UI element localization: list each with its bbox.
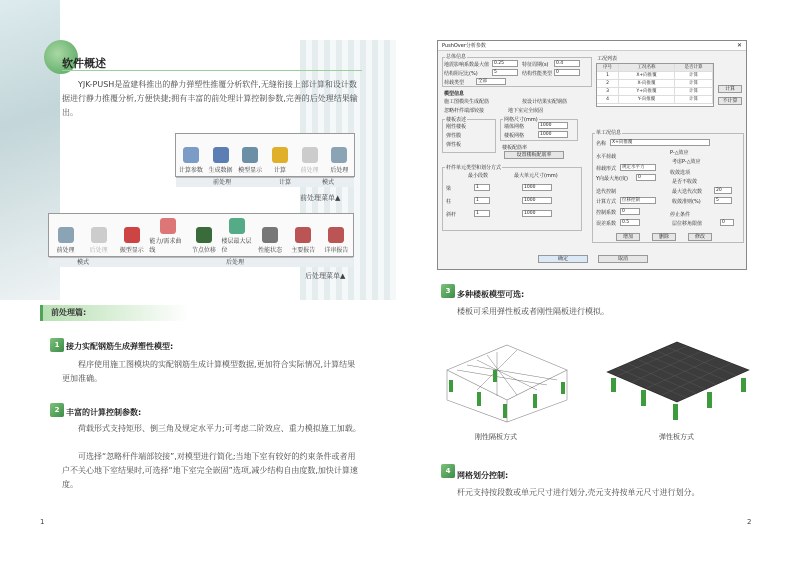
left-page <box>0 0 396 561</box>
input-brace-count[interactable]: 1 <box>474 210 490 217</box>
preprocess-toolbar <box>175 133 355 177</box>
input-brace-size[interactable]: 1000 <box>522 210 552 217</box>
item2-text1: 荷载形式支持矩形、倒三角及规定水平力;可考虑二阶效应、重力模拟施工加载。 <box>78 424 361 433</box>
close-icon[interactable]: ✕ <box>736 42 742 49</box>
tool2-story-drift[interactable]: 楼层最大层位 <box>220 214 253 256</box>
select-load[interactable]: 全部 <box>476 78 506 85</box>
item1-title: 接力实配钢筋生成弹塑性模型: <box>66 342 174 351</box>
item3-text: 楼板可采用弹性板或者刚性隔板进行模拟。 <box>457 307 609 316</box>
group-conv-label: 收敛选项 <box>670 170 691 176</box>
tool-preprocess[interactable]: 前处理 <box>295 134 325 176</box>
pushover-dialog <box>437 40 747 270</box>
table-row[interactable]: 2 X-向推覆 计算 <box>597 80 713 88</box>
checkbox-ignore-hinge[interactable]: 忽略杆件端部铰接 <box>444 108 485 114</box>
group-case-label: 单工况信息 <box>596 130 622 136</box>
caption-postprocess-menu: 后处理菜单▲ <box>305 272 346 280</box>
no-calc-button[interactable]: 不计算 <box>718 97 742 105</box>
select-load-mode[interactable]: 规定水平力 <box>620 164 656 171</box>
input-direction[interactable]: 0 <box>636 174 656 181</box>
page-number: 2 <box>747 518 752 526</box>
calc-button[interactable]: 计算 <box>718 85 742 93</box>
title-divider <box>62 70 362 71</box>
elastic-slab-model-image <box>597 330 757 425</box>
select-factor[interactable]: 0 <box>554 69 580 76</box>
label-damping: 结构阻尼比(%) <box>444 71 478 77</box>
label-direction: Y向最大角(度) <box>596 176 628 182</box>
label-iter: 最大迭代次数 <box>672 189 703 195</box>
label-stop: 层位移角限值 <box>672 221 703 227</box>
input-iter[interactable]: 20 <box>714 187 732 194</box>
rigid-slab-caption: 刚性隔板方式 <box>475 433 517 441</box>
radio-auto-steel[interactable]: 按设计结果实配钢筋 <box>522 99 568 105</box>
label-brace: 斜杆 <box>446 212 457 218</box>
input-ctrl[interactable]: 0 <box>620 208 640 215</box>
params-icon <box>183 147 199 163</box>
page-title: 软件概述 <box>62 57 106 70</box>
table-row[interactable]: 1 X+向推覆 计算 <box>597 72 713 80</box>
state-icon <box>262 227 278 243</box>
label-factor: 结构性能类型 <box>522 71 553 77</box>
input-conv[interactable]: 5 <box>714 197 732 204</box>
label-slab-grid: 楼板网格 <box>504 133 525 139</box>
label-case-name: 名称 <box>596 141 607 147</box>
group-list-label: 工况列表 <box>597 56 618 62</box>
label-seismic: 地震影响系数最大值 <box>444 62 490 68</box>
run-icon <box>272 147 288 163</box>
delete-button[interactable]: 删除 <box>652 233 676 241</box>
radio-membrane[interactable]: 弹性膜 <box>446 133 462 139</box>
number-badge-2: 2 <box>50 403 64 417</box>
tool2-detail-report[interactable]: 详审报告 <box>320 214 353 256</box>
tool2-preprocess[interactable]: 前处理 <box>49 214 82 256</box>
displacement-icon <box>196 227 212 243</box>
label-rebar: 楼板配筋率 <box>502 145 528 151</box>
number-badge-1: 1 <box>50 338 64 352</box>
model-icon <box>242 147 258 163</box>
back-arrow-icon <box>58 227 74 243</box>
postprocess-toolbar <box>48 213 354 257</box>
input-column-count[interactable]: 1 <box>474 197 490 204</box>
item4-title: 网格划分控制: <box>457 471 509 480</box>
group-grid-label: 网格尺寸(mm) <box>504 117 538 123</box>
group-control-label: 迭代控制 <box>596 189 617 195</box>
input-case-name[interactable]: X+向推覆 <box>610 139 710 146</box>
group-horizontal-label: 水平荷载 <box>596 154 617 160</box>
label-conv: 收敛准则(%) <box>672 199 701 205</box>
item1-text: 程序使用施工图模块的实配钢筋生成计算模型数据,更加符合实际情况,计算结果更加准确。 <box>62 360 356 383</box>
checkbox-conv[interactable]: 是否不收敛 <box>672 179 698 185</box>
page-number: 1 <box>40 518 45 526</box>
number-badge-3: 3 <box>441 284 455 298</box>
input-damping[interactable]: 5 <box>492 69 518 76</box>
back-arrow-icon <box>302 147 318 163</box>
label-wall-grid: 墙体网格 <box>504 124 525 130</box>
add-button[interactable]: 增加 <box>616 233 640 241</box>
input-seismic[interactable]: 0.25 <box>492 60 518 67</box>
radio-elastic-slab[interactable]: 弹性板 <box>446 142 462 148</box>
table-row[interactable]: 4 Y-向推覆 计算 <box>597 96 713 104</box>
group-stop-label: 停止条件 <box>670 212 691 218</box>
cancel-button[interactable]: 取消 <box>598 255 648 263</box>
input-slab-grid[interactable]: 1000 <box>538 131 568 138</box>
elastic-slab-caption: 弹性板方式 <box>659 433 694 441</box>
input-wall-grid[interactable]: 1000 <box>538 122 568 129</box>
label-column: 柱 <box>446 199 452 205</box>
group-total-label: 总体信息 <box>446 54 467 60</box>
item4-text: 杆元支持按段数或单元尺寸进行划分,壳元支持按单元尺寸进行划分。 <box>457 488 700 497</box>
label-period: 特征周期(s) <box>522 62 549 68</box>
drift-icon <box>229 218 245 234</box>
ok-button[interactable]: 确定 <box>538 255 588 263</box>
label-max-size: 最大单元尺寸(mm) <box>514 173 558 179</box>
rigid-slab-model-image <box>437 330 577 425</box>
report-icon <box>295 227 311 243</box>
tool2-mode-shape[interactable]: 振型显示 <box>115 214 148 256</box>
group-slab-label: 楼板表述 <box>446 117 467 123</box>
radio-steel-gen[interactable]: 施工图模块生成配筋 <box>444 99 490 105</box>
item2-text2: 可选择“忽略杆件端部铰接”,对模型进行简化;当地下室有较好的约束条件或者用户不关心地下室结果时,可选择“地下室完全嵌固”选项,减少结构自由度数,加快计算速度。 <box>62 452 358 489</box>
curve-icon <box>160 218 176 234</box>
forward-arrow-icon <box>91 227 107 243</box>
tool-calc-params[interactable]: 计算参数 <box>176 134 206 176</box>
caption-preprocess-menu: 前处理菜单▲ <box>300 194 341 202</box>
select-method[interactable]: 位移控制 <box>620 197 656 204</box>
group-model-label: 模型信息 <box>444 91 465 97</box>
input-column-size[interactable]: 1000 <box>522 197 552 204</box>
group-segment-label: 杆件单元类型和划分方式 <box>446 165 502 171</box>
input-tol[interactable]: 0.5 <box>620 219 640 226</box>
radio-rigid-slab[interactable]: 刚性楼板 <box>446 124 467 130</box>
right-page <box>397 0 793 561</box>
forward-arrow-icon <box>331 147 347 163</box>
label-method: 计算方式 <box>596 199 617 205</box>
tool-gen-data[interactable]: 生成数据 <box>206 134 236 176</box>
label-load-mode: 荷载形式 <box>596 166 617 172</box>
dialog-title: PushOver分析参数 <box>438 41 746 51</box>
group-pdelta-label: P-△效应 <box>670 150 689 156</box>
item2-title: 丰富的计算控制参数: <box>66 408 142 417</box>
tool-calc[interactable]: 计算 <box>265 134 295 176</box>
tool-model-display[interactable]: 模型显示 <box>235 134 265 176</box>
detail-report-icon <box>328 227 344 243</box>
checkbox-pdelta[interactable]: 考虑P-△效应 <box>672 159 701 165</box>
label-min-seg: 最小段数 <box>468 173 489 179</box>
input-stop[interactable]: 0 <box>720 219 734 226</box>
table-header: 序号 工况名称 是否计算 <box>597 64 713 72</box>
tool2-capacity-curve[interactable]: 能力/需求曲线 <box>148 214 187 256</box>
input-beam-count[interactable]: 1 <box>474 184 490 191</box>
case-table <box>596 63 714 107</box>
group-calc: 计算 <box>268 177 302 187</box>
modify-button[interactable]: 修改 <box>688 233 712 241</box>
tool2-perf-state[interactable]: 性能状态 <box>254 214 287 256</box>
intro-text: YJK-PUSH是盈建科推出的静力弹塑性推覆分析软件,无缝衔接上部计算和设计数据进行静力推覆分析,方便快捷;拥有丰富的前处理计算控制参数,完善的后处理结果输出。 <box>62 80 358 117</box>
label-ctrl: 控制系数 <box>596 210 617 216</box>
label-tol: 误差系数 <box>596 221 617 227</box>
mode-shape-icon <box>124 227 140 243</box>
input-beam-size[interactable]: 1000 <box>522 184 552 191</box>
section-header: 前处理篇: <box>40 305 190 321</box>
group-mode: 模式 <box>302 177 354 187</box>
group-preprocess: 前处理 <box>176 177 268 187</box>
tool2-node-disp[interactable]: 节点位移 <box>187 214 220 256</box>
tool2-postprocess[interactable]: 后处理 <box>82 214 115 256</box>
group-segment <box>442 167 582 231</box>
table-row[interactable]: 3 Y+向推覆 计算 <box>597 88 713 96</box>
checkbox-base-fixed[interactable]: 地下室完全嵌固 <box>508 108 544 114</box>
group2-mode: 模式 <box>49 257 117 267</box>
tool-postprocess[interactable]: 后处理 <box>324 134 354 176</box>
input-period[interactable]: 0.4 <box>554 60 580 67</box>
number-badge-4: 4 <box>441 464 455 478</box>
item3-title: 多种楼板模型可选: <box>457 290 525 299</box>
label-beam: 梁 <box>446 186 452 192</box>
data-icon <box>213 147 229 163</box>
group2-postprocess: 后处理 <box>117 257 353 267</box>
tool2-main-report[interactable]: 主要报告 <box>287 214 320 256</box>
set-rebar-button[interactable]: 设置楼板配筋率 <box>504 151 564 159</box>
label-load: 荷载类型 <box>444 80 465 86</box>
